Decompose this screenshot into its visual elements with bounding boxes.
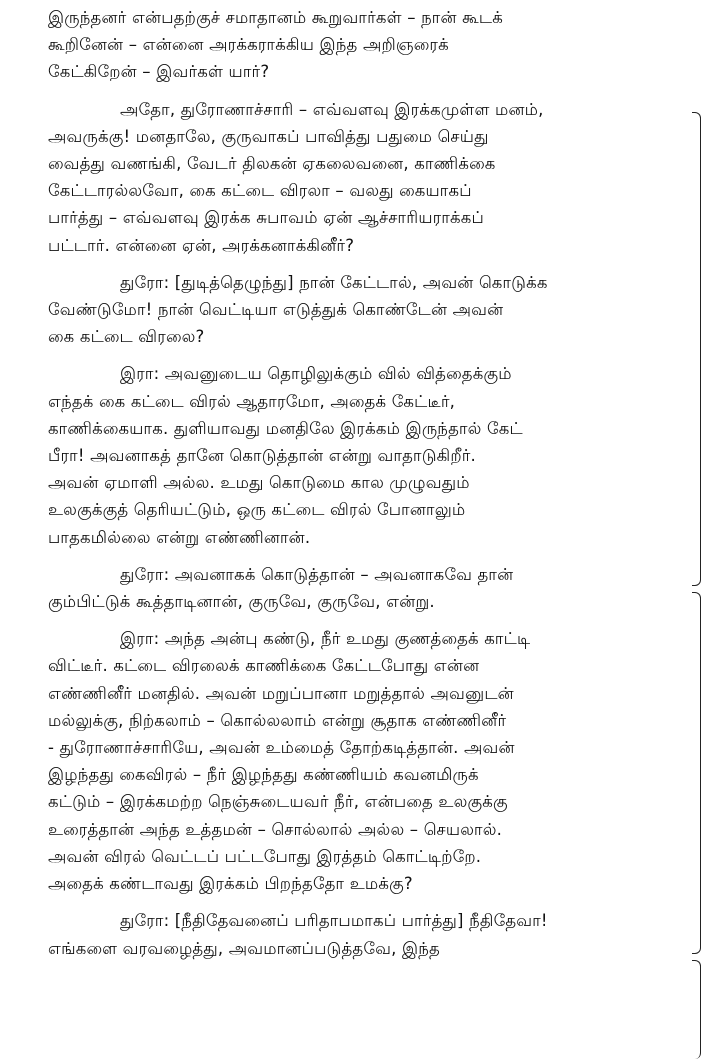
text-line: பீரா! அவனாகத் தானே கொடுத்தான் என்று வாதாடுகிறீர். — [48, 446, 476, 466]
text-line: வைத்து வணங்கி, வேடர் திலகன் ஏகலைவனை, காணிக்கை — [48, 154, 496, 174]
margin-bracket — [692, 592, 701, 954]
text-line: இரா: அவனுடைய தொழிலுக்கும் வில் வித்தைக்கும் — [120, 364, 512, 384]
text-line: கேட்டாரல்லவோ, கை கட்டை விரலா – வலது கையாகப் — [48, 181, 472, 201]
text-line: கட்டும் – இரக்கமற்ற நெஞ்சுடையவர் நீர், என்பதை உலகுக்கு — [48, 792, 508, 812]
text-line: பார்த்து – எவ்வளவு இரக்க சுபாவம் ஏன் ஆச்சாரியராக்கப் — [48, 208, 484, 228]
text-line: வேண்டுமோ! நான் வெட்டியா எடுத்துக் கொண்டேன் அவன் — [48, 300, 504, 320]
text-line: உரைத்தான் அந்த உத்தமன் – சொல்லால் அல்ல – செயலால். — [48, 819, 503, 839]
text-line: மல்லுக்கு, நிற்கலாம் – கொல்லலாம் என்று சூதாக எண்ணினீர் — [48, 710, 507, 730]
text-line: இருந்தனர் என்பதற்குச் சமாதானம் கூறுவார்கள் – நான் கூடக் — [48, 8, 503, 27]
text-line: எந்தக் கை கட்டை விரல் ஆதாரமோ, அதைக் கேட்டீர், — [48, 391, 456, 411]
paragraph — [48, 360, 685, 550]
paragraph — [48, 96, 685, 259]
text-line: துரோ: [துடித்தெழுந்து] நான் கேட்டால், அவன் கொடுக்க — [120, 272, 548, 292]
paragraph — [48, 625, 685, 897]
text-line: பட்டார். என்னை ஏன், அரக்கனாக்கினீர்? — [48, 235, 355, 255]
document-text — [48, 4, 685, 962]
paragraph — [48, 907, 685, 961]
text-line: அவருக்கு! மனதாலே, குருவாகப் பாவித்து பதுமை செய்து — [48, 126, 489, 146]
text-line: - துரோணாச்சாரியே, அவன் உம்மைத் தோற்கடித்தான். அவன் — [48, 738, 515, 758]
text-line: அதோ, துரோணாச்சாரி – எவ்வளவு இரக்கமுள்ள மனம், — [120, 99, 544, 119]
text-line: துரோ: அவனாகக் கொடுத்தான் – அவனாகவே தான் — [120, 564, 514, 584]
margin-bracket — [692, 112, 701, 586]
paragraph — [48, 269, 685, 351]
text-line: எங்களை வரவழைத்து, அவமானப்படுத்தவே, இந்த — [48, 938, 440, 958]
text-line: எண்ணினீர் மனதில். அவன் மறுப்பானா மறுத்தால் அவனுடன் — [48, 683, 514, 703]
text-line: காணிக்கையாக. துளியாவது மனதிலே இரக்கம் இருந்தால் கேட் — [48, 418, 523, 438]
text-line: விட்டீர். கட்டை விரலைக் காணிக்கை கேட்டபோது என்ன — [48, 656, 480, 676]
text-line: துரோ: [நீதிதேவனைப் பரிதாபமாகப் பார்த்து] நீதிதேவா! — [120, 911, 548, 931]
text-line: கும்பிட்டுக் கூத்தாடினான், குருவே, குருவே, என்று. — [48, 592, 435, 612]
text-line: கூறினேன் – என்னை அரக்கராக்கிய இந்த அறிஞரைக் — [48, 35, 449, 55]
text-line: அதைக் கண்டாவது இரக்கம் பிறந்ததோ உமக்கு? — [48, 874, 413, 894]
paragraph — [48, 561, 685, 615]
text-line: இரா: அந்த அன்பு கண்டு, நீர் உமது குணத்தைக் காட்டி — [120, 629, 531, 649]
paragraph — [48, 4, 685, 86]
text-line: அவன் விரல் வெட்டப் பட்டபோது இரத்தம் கொட்டிற்றே. — [48, 846, 482, 866]
text-line: அவன் ஏமாளி அல்ல. உமது கொடுமை கால முழுவதும் — [48, 473, 470, 493]
text-line: கேட்கிறேன் – இவர்கள் யார்? — [48, 62, 270, 82]
text-line: இழந்தது கைவிரல் – நீர் இழந்தது கண்ணியம் கவனமிருக் — [48, 765, 479, 785]
text-line: பாதகமில்லை என்று எண்ணினான். — [48, 527, 311, 547]
text-line: கை கட்டை விரலை? — [48, 327, 205, 347]
margin-bracket — [692, 960, 701, 1059]
text-line: உலகுக்குத் தெரியட்டும், ஒரு கட்டை விரல் போனாலும் — [48, 500, 466, 520]
